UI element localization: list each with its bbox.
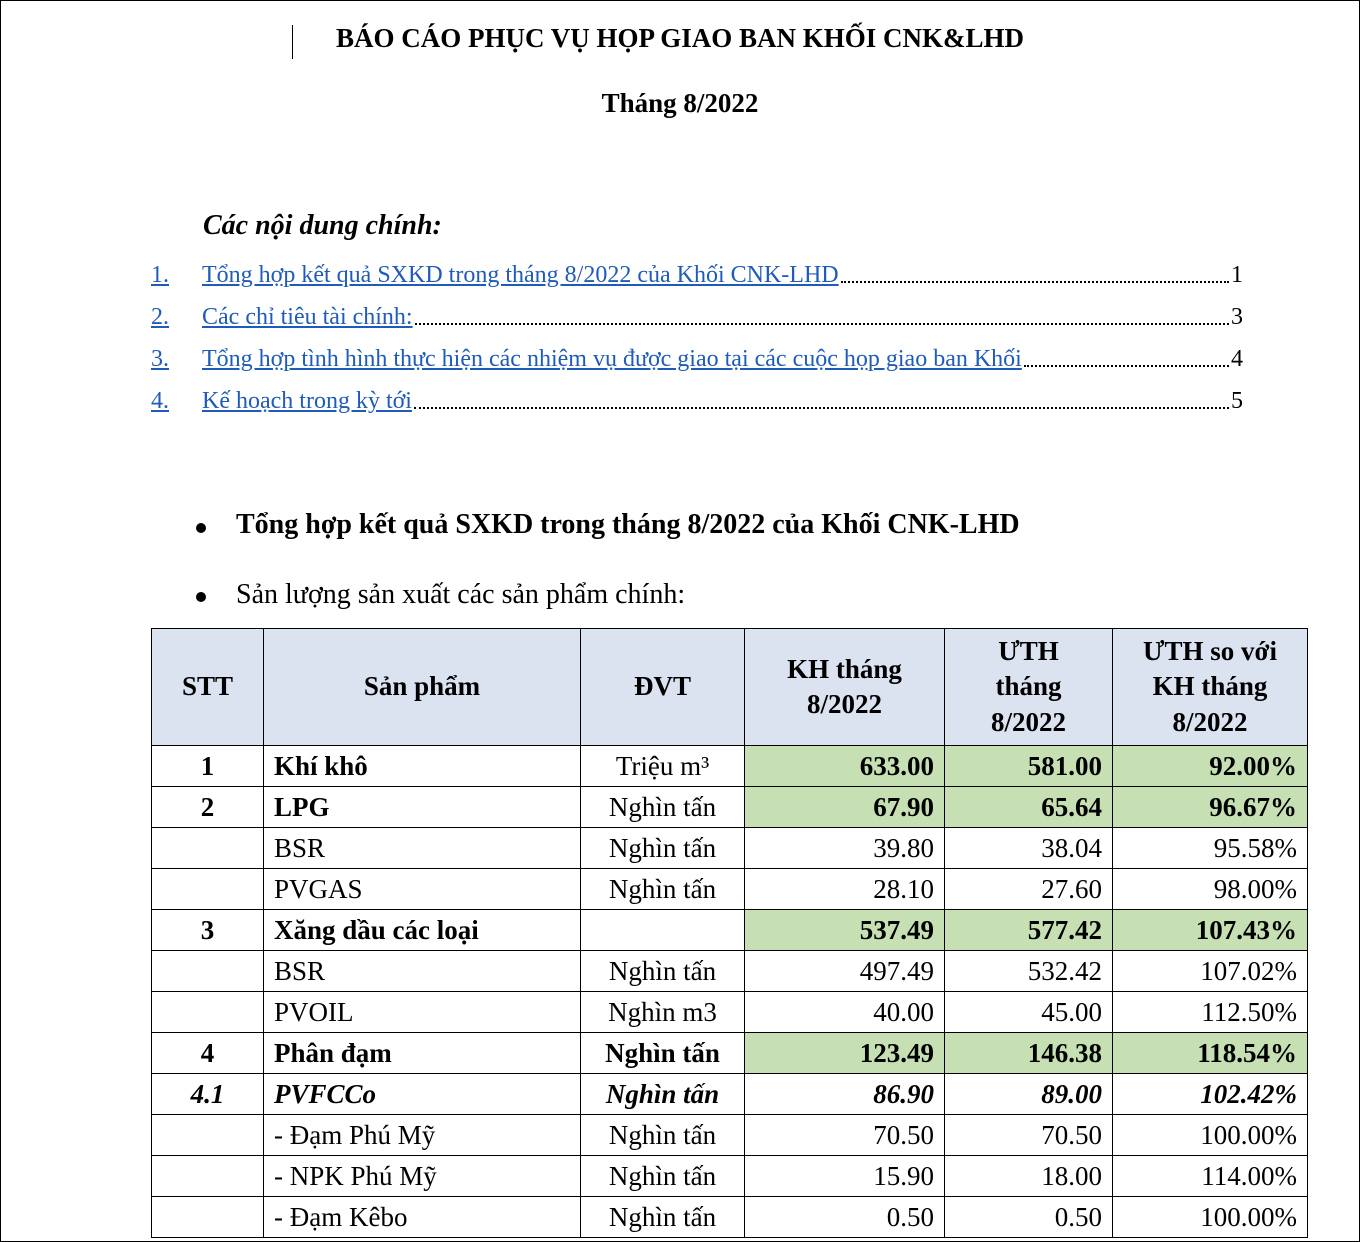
row-stt xyxy=(152,869,264,910)
toc-page-number: 1 xyxy=(1231,262,1243,288)
toc-item-link[interactable]: Kế hoạch trong kỳ tới xyxy=(202,388,412,414)
row-plan: 70.50 xyxy=(745,1115,945,1156)
row-unit: Nghìn tấn xyxy=(581,1197,745,1238)
toc-item-3[interactable] xyxy=(151,341,1243,373)
row-product: Xăng dầu các loại xyxy=(264,910,581,951)
row-ratio: 100.00% xyxy=(1113,1197,1308,1238)
header-estimate-line: 8/2022 xyxy=(990,706,1066,737)
row-unit: Nghìn tấn xyxy=(581,1074,745,1115)
row-estimate: 0.50 xyxy=(945,1197,1113,1238)
row-estimate: 65.64 xyxy=(945,787,1113,828)
table-header-row xyxy=(152,629,1308,746)
row-plan: 0.50 xyxy=(745,1197,945,1238)
row-ratio: 112.50% xyxy=(1113,992,1308,1033)
table-row xyxy=(152,1033,1308,1074)
row-product: BSR xyxy=(264,828,581,869)
section-subheading: Sản lượng sản xuất các sản phẩm chính: xyxy=(236,579,686,610)
toc-item-1[interactable] xyxy=(151,257,1243,289)
table-row xyxy=(152,746,1308,787)
row-product: Phân đạm xyxy=(264,1033,581,1074)
toc-leader-dots xyxy=(841,280,1229,283)
row-estimate: 70.50 xyxy=(945,1115,1113,1156)
row-plan: 40.00 xyxy=(745,992,945,1033)
row-plan: 497.49 xyxy=(745,951,945,992)
row-unit: Nghìn tấn xyxy=(581,1115,745,1156)
toc-page-number: 3 xyxy=(1231,304,1243,330)
header-unit: ĐVT xyxy=(581,629,745,746)
row-unit: Nghìn tấn xyxy=(581,1033,745,1074)
row-stt: 4.1 xyxy=(152,1074,264,1115)
row-product: BSR xyxy=(264,951,581,992)
toc-item-link[interactable]: Các chỉ tiêu tài chính: xyxy=(202,304,413,330)
row-product: LPG xyxy=(264,787,581,828)
row-product: - Đạm Phú Mỹ xyxy=(264,1115,581,1156)
row-product: - Đạm Kêbo xyxy=(264,1197,581,1238)
row-stt xyxy=(152,828,264,869)
row-plan: 86.90 xyxy=(745,1074,945,1115)
row-unit: Nghìn tấn xyxy=(581,828,745,869)
document-title: BÁO CÁO PHỤC VỤ HỌP GIAO BAN KHỐI CNK&LHD xyxy=(335,23,1025,53)
row-product: PVFCCo xyxy=(264,1074,581,1115)
row-stt: 3 xyxy=(152,910,264,951)
row-stt xyxy=(152,1115,264,1156)
toc-item-number: 3. xyxy=(151,346,169,372)
toc-leader-dots xyxy=(414,406,1229,409)
toc-page-number: 4 xyxy=(1231,346,1243,372)
row-ratio: 92.00% xyxy=(1113,746,1308,787)
toc-item-number: 4. xyxy=(151,388,169,414)
row-plan: 123.49 xyxy=(745,1033,945,1074)
table-row xyxy=(152,1074,1308,1115)
row-stt: 2 xyxy=(152,787,264,828)
header-plan-line: KH tháng xyxy=(787,653,902,684)
header-estimate xyxy=(945,629,1113,746)
header-product: Sản phẩm xyxy=(264,629,581,746)
row-estimate: 146.38 xyxy=(945,1033,1113,1074)
row-stt: 4 xyxy=(152,1033,264,1074)
bullet-icon xyxy=(196,523,206,533)
row-estimate: 89.00 xyxy=(945,1074,1113,1115)
table-row xyxy=(152,951,1308,992)
row-plan: 633.00 xyxy=(745,746,945,787)
row-stt xyxy=(152,1156,264,1197)
toc-leader-dots xyxy=(1024,364,1229,367)
row-ratio: 114.00% xyxy=(1113,1156,1308,1197)
header-stt: STT xyxy=(152,629,264,746)
row-product: - NPK Phú Mỹ xyxy=(264,1156,581,1197)
toc-item-2[interactable] xyxy=(151,299,1243,331)
row-unit: Nghìn m3 xyxy=(581,992,745,1033)
toc-page-number: 5 xyxy=(1231,388,1243,414)
row-stt xyxy=(152,992,264,1033)
row-plan: 39.80 xyxy=(745,828,945,869)
header-estimate-line: ƯTH xyxy=(998,636,1059,667)
table-row xyxy=(152,910,1308,951)
section-heading: Tổng hợp kết quả SXKD trong tháng 8/2022 của Khối CNK-LHD xyxy=(236,509,1020,540)
row-estimate: 18.00 xyxy=(945,1156,1113,1197)
table-row xyxy=(152,869,1308,910)
row-unit xyxy=(581,910,745,951)
row-estimate: 38.04 xyxy=(945,828,1113,869)
row-plan: 15.90 xyxy=(745,1156,945,1197)
table-body xyxy=(152,746,1308,1238)
toc-item-number: 2. xyxy=(151,304,169,330)
header-ratio xyxy=(1113,629,1308,746)
header-estimate-line: tháng xyxy=(995,671,1062,702)
row-unit: Nghìn tấn xyxy=(581,951,745,992)
row-estimate: 581.00 xyxy=(945,746,1113,787)
row-unit: Nghìn tấn xyxy=(581,787,745,828)
row-estimate: 45.00 xyxy=(945,992,1113,1033)
header-ratio-line: 8/2022 xyxy=(1172,706,1248,737)
table-row xyxy=(152,828,1308,869)
row-ratio: 98.00% xyxy=(1113,869,1308,910)
row-product: PVGAS xyxy=(264,869,581,910)
table-row xyxy=(152,1115,1308,1156)
row-unit: Nghìn tấn xyxy=(581,1156,745,1197)
row-ratio: 95.58% xyxy=(1113,828,1308,869)
row-product: PVOIL xyxy=(264,992,581,1033)
header-plan-line: 8/2022 xyxy=(806,689,882,719)
toc-item-link[interactable]: Tổng hợp kết quả SXKD trong tháng 8/2022 của Khối CNK-LHD xyxy=(202,262,839,288)
bullet-icon xyxy=(196,592,206,602)
row-stt: 1 xyxy=(152,746,264,787)
row-ratio: 107.02% xyxy=(1113,951,1308,992)
row-ratio: 107.43% xyxy=(1113,910,1308,951)
table-row xyxy=(152,992,1308,1033)
row-unit: Nghìn tấn xyxy=(581,869,745,910)
row-plan: 28.10 xyxy=(745,869,945,910)
toc-leader-dots xyxy=(415,322,1229,325)
row-ratio: 100.00% xyxy=(1113,1115,1308,1156)
row-stt xyxy=(152,951,264,992)
toc-item-link[interactable]: Tổng hợp tình hình thực hiện các nhiệm vụ được giao tại các cuộc họp giao ban Khối xyxy=(202,346,1022,372)
row-plan: 67.90 xyxy=(745,787,945,828)
row-ratio: 118.54% xyxy=(1113,1033,1308,1074)
row-stt xyxy=(152,1197,264,1238)
row-unit: Triệu m³ xyxy=(581,746,745,787)
row-estimate: 532.42 xyxy=(945,951,1113,992)
header-ratio-line: KH tháng xyxy=(1152,671,1268,702)
document-subtitle: Tháng 8/2022 xyxy=(601,88,759,118)
table-row xyxy=(152,1197,1308,1238)
row-estimate: 577.42 xyxy=(945,910,1113,951)
production-table xyxy=(151,628,1308,1238)
header-plan xyxy=(745,629,945,746)
row-plan: 537.49 xyxy=(745,910,945,951)
table-row xyxy=(152,1156,1308,1197)
row-ratio: 102.42% xyxy=(1113,1074,1308,1115)
toc-heading: Các nội dung chính: xyxy=(203,210,442,241)
row-ratio: 96.67% xyxy=(1113,787,1308,828)
table-row xyxy=(152,787,1308,828)
toc-item-4[interactable] xyxy=(151,383,1243,415)
header-ratio-line: ƯTH so với xyxy=(1143,636,1277,667)
row-estimate: 27.60 xyxy=(945,869,1113,910)
toc-item-number: 1. xyxy=(151,262,169,288)
row-product: Khí khô xyxy=(264,746,581,787)
